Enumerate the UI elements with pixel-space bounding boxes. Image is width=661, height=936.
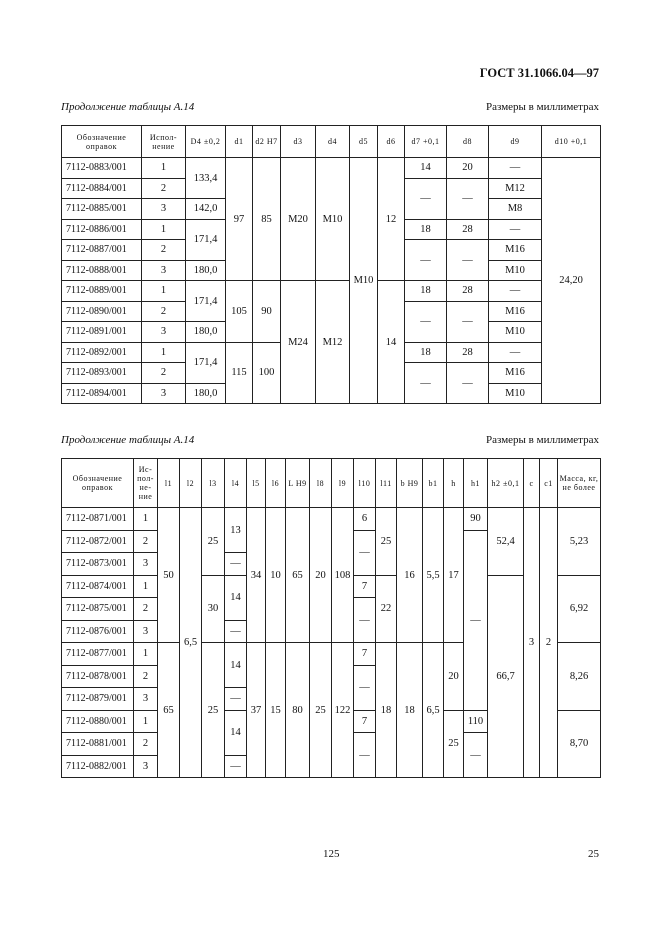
isp-cell: 1 [142, 158, 186, 179]
d6-cell: 14 [378, 281, 405, 404]
code-cell: 7112-0885/001 [62, 199, 142, 220]
code-cell: 7112-0874/001 [62, 575, 134, 598]
header-d8: d8 [447, 126, 489, 158]
d9-cell: M10 [489, 322, 542, 343]
d7-cell: 18 [405, 219, 447, 240]
d7-cell: 18 [405, 281, 447, 302]
header-l3: l3 [202, 459, 225, 508]
header-b1: b1 [423, 459, 444, 508]
d8-cell: 28 [447, 281, 489, 302]
code-cell: 7112-0892/001 [62, 342, 142, 363]
code-cell: 7112-0880/001 [62, 710, 134, 733]
isp-cell: 3 [142, 260, 186, 281]
d9-cell: M10 [489, 260, 542, 281]
l5-cell: 37 [247, 643, 266, 778]
header-h2: h2 ±0,1 [488, 459, 524, 508]
l11-cell: 22 [376, 575, 397, 643]
d7-cell: — [405, 240, 447, 281]
l11-cell: 18 [376, 643, 397, 778]
code-cell: 7112-0878/001 [62, 665, 134, 688]
code-cell: 7112-0894/001 [62, 383, 142, 404]
d1-cell: 105 [226, 281, 253, 343]
l1-cell: 65 [158, 643, 180, 778]
table2-header-row [62, 459, 601, 508]
d2-cell: 90 [253, 281, 281, 343]
page-number-right: 25 [588, 848, 599, 860]
d9-cell: M12 [489, 178, 542, 199]
l11-cell: 25 [376, 508, 397, 576]
l10-cell: 7 [354, 575, 376, 598]
l6-cell: 15 [266, 643, 286, 778]
l8-cell: 20 [310, 508, 332, 643]
D4-cell: 171,4 [186, 342, 226, 383]
code-cell: 7112-0872/001 [62, 530, 134, 553]
header-oboz: Обозначение оправок [62, 459, 134, 508]
code-cell: 7112-0886/001 [62, 219, 142, 240]
l4-cell: — [225, 620, 247, 643]
table2-caption: Продолжение таблицы А.14 [61, 434, 195, 446]
header-d10: d10 +0,1 [542, 126, 601, 158]
d7-cell: — [405, 363, 447, 404]
isp-cell: 2 [142, 301, 186, 322]
d8-cell: — [447, 301, 489, 342]
isp-cell: 1 [134, 643, 158, 666]
table-row [62, 508, 601, 531]
isp-cell: 2 [142, 240, 186, 261]
d9-cell: M16 [489, 301, 542, 322]
h1-cell: — [464, 530, 488, 710]
table2-units: Размеры в миллиметрах [486, 434, 599, 446]
code-cell: 7112-0889/001 [62, 281, 142, 302]
isp-cell: 3 [142, 383, 186, 404]
isp-cell: 2 [142, 178, 186, 199]
h-cell: 17 [444, 508, 464, 643]
code-cell: 7112-0882/001 [62, 755, 134, 778]
b1-cell: 6,5 [423, 643, 444, 778]
header-oboz: Обозначение оправок [62, 126, 142, 158]
L-cell: 80 [286, 643, 310, 778]
page-number-center: 125 [323, 848, 340, 860]
header-c: c [524, 459, 540, 508]
code-cell: 7112-0873/001 [62, 553, 134, 576]
b1-cell: 5,5 [423, 508, 444, 643]
isp-cell: 3 [134, 553, 158, 576]
l5-cell: 34 [247, 508, 266, 643]
d9-cell: M8 [489, 199, 542, 220]
h-cell: 25 [444, 710, 464, 778]
code-cell: 7112-0871/001 [62, 508, 134, 531]
l10-cell: 6 [354, 508, 376, 531]
header-L: L H9 [286, 459, 310, 508]
table1-caption: Продолжение таблицы А.14 [61, 101, 195, 113]
h1-cell: 90 [464, 508, 488, 531]
header-mass: Масса, кг, не более [558, 459, 601, 508]
d10-cell: 24,20 [542, 158, 601, 404]
mass-cell: 8,26 [558, 643, 601, 711]
code-cell: 7112-0888/001 [62, 260, 142, 281]
d8-cell: — [447, 240, 489, 281]
d3-cell: M24 [281, 281, 316, 404]
isp-cell: 3 [142, 199, 186, 220]
l4-cell: 14 [225, 575, 247, 620]
l10-cell: — [354, 733, 376, 778]
d9-cell: — [489, 219, 542, 240]
code-cell: 7112-0881/001 [62, 733, 134, 756]
d4-cell: M10 [316, 158, 350, 281]
l3-cell: 30 [202, 575, 225, 643]
standard-number: ГОСТ 31.1066.04—97 [479, 66, 599, 80]
isp-cell: 1 [134, 710, 158, 733]
isp-cell: 1 [134, 508, 158, 531]
isp-cell: 2 [134, 733, 158, 756]
d7-cell: 14 [405, 158, 447, 179]
code-cell: 7112-0875/001 [62, 598, 134, 621]
header-d6: d6 [378, 126, 405, 158]
l9-cell: 122 [332, 643, 354, 778]
d1-cell: 97 [226, 158, 253, 281]
l1-cell: 50 [158, 508, 180, 643]
h1-cell: 110 [464, 710, 488, 733]
header-d2: d2 H7 [253, 126, 281, 158]
l9-cell: 108 [332, 508, 354, 643]
header-l6: l6 [266, 459, 286, 508]
code-cell: 7112-0876/001 [62, 620, 134, 643]
D4-cell: 180,0 [186, 260, 226, 281]
D4-cell: 133,4 [186, 158, 226, 199]
code-cell: 7112-0884/001 [62, 178, 142, 199]
header-h: h [444, 459, 464, 508]
l2-cell: 6,5 [180, 508, 202, 778]
l10-cell: 7 [354, 710, 376, 733]
d7-cell: — [405, 301, 447, 342]
d8-cell: — [447, 178, 489, 219]
header-l4: l4 [225, 459, 247, 508]
c-cell: 3 [524, 508, 540, 778]
isp-cell: 1 [134, 575, 158, 598]
d7-cell: 18 [405, 342, 447, 363]
header-l10: l10 [354, 459, 376, 508]
l10-cell: — [354, 598, 376, 643]
l4-cell: — [225, 553, 247, 576]
code-cell: 7112-0877/001 [62, 643, 134, 666]
isp-cell: 2 [142, 363, 186, 384]
l4-cell: 14 [225, 643, 247, 688]
l4-cell: — [225, 755, 247, 778]
header-d9: d9 [489, 126, 542, 158]
l4-cell: — [225, 688, 247, 711]
l10-cell: — [354, 665, 376, 710]
code-cell: 7112-0887/001 [62, 240, 142, 261]
header-l2: l2 [180, 459, 202, 508]
d8-cell: 28 [447, 219, 489, 240]
header-d1: d1 [226, 126, 253, 158]
header-isp: Испол-нение [142, 126, 186, 158]
c1-cell: 2 [540, 508, 558, 778]
D4-cell: 180,0 [186, 383, 226, 404]
l10-cell: — [354, 530, 376, 575]
header-l1: l1 [158, 459, 180, 508]
d9-cell: — [489, 158, 542, 179]
code-cell: 7112-0893/001 [62, 363, 142, 384]
isp-cell: 3 [134, 688, 158, 711]
l4-cell: 14 [225, 710, 247, 755]
header-d5: d5 [350, 126, 378, 158]
d8-cell: 28 [447, 342, 489, 363]
code-cell: 7112-0883/001 [62, 158, 142, 179]
d1-cell: 115 [226, 342, 253, 404]
d9-cell: M10 [489, 383, 542, 404]
isp-cell: 1 [142, 219, 186, 240]
table2 [61, 458, 601, 778]
d8-cell: — [447, 363, 489, 404]
b-cell: 18 [397, 643, 423, 778]
isp-cell: 1 [142, 342, 186, 363]
d3-cell: M20 [281, 158, 316, 281]
code-cell: 7112-0891/001 [62, 322, 142, 343]
d9-cell: M16 [489, 363, 542, 384]
L-cell: 65 [286, 508, 310, 643]
D4-cell: 142,0 [186, 199, 226, 220]
l3-cell: 25 [202, 508, 225, 576]
d7-cell: — [405, 178, 447, 219]
header-d4: d4 [316, 126, 350, 158]
header-h1: h1 [464, 459, 488, 508]
l4-cell: 13 [225, 508, 247, 553]
D4-cell: 171,4 [186, 281, 226, 322]
isp-cell: 2 [134, 665, 158, 688]
header-d7: d7 +0,1 [405, 126, 447, 158]
isp-cell: 1 [142, 281, 186, 302]
table1-header-row [62, 126, 601, 158]
header-l5: l5 [247, 459, 266, 508]
isp-cell: 2 [134, 530, 158, 553]
l8-cell: 25 [310, 643, 332, 778]
header-b: b H9 [397, 459, 423, 508]
h2-cell: 66,7 [488, 575, 524, 778]
d2-cell: 100 [253, 342, 281, 404]
table1-units: Размеры в миллиметрах [486, 101, 599, 113]
d8-cell: 20 [447, 158, 489, 179]
isp-cell: 3 [134, 755, 158, 778]
d9-cell: — [489, 342, 542, 363]
isp-cell: 3 [134, 620, 158, 643]
header-D4: D4 ±0,2 [186, 126, 226, 158]
header-l8: l8 [310, 459, 332, 508]
mass-cell: 8,70 [558, 710, 601, 778]
d4-cell: M12 [316, 281, 350, 404]
isp-cell: 2 [134, 598, 158, 621]
header-l9: l9 [332, 459, 354, 508]
table-row [62, 158, 601, 179]
b-cell: 16 [397, 508, 423, 643]
h1-cell: — [464, 733, 488, 778]
l10-cell: 7 [354, 643, 376, 666]
d9-cell: — [489, 281, 542, 302]
l3-cell: 25 [202, 643, 225, 778]
header-d3: d3 [281, 126, 316, 158]
h2-cell: 52,4 [488, 508, 524, 576]
D4-cell: 171,4 [186, 219, 226, 260]
header-l11: l11 [376, 459, 397, 508]
code-cell: 7112-0890/001 [62, 301, 142, 322]
table1 [61, 125, 601, 404]
d5-cell: M10 [350, 158, 378, 404]
d6-cell: 12 [378, 158, 405, 281]
mass-cell: 6,92 [558, 575, 601, 643]
d2-cell: 85 [253, 158, 281, 281]
table-row [62, 281, 601, 302]
isp-cell: 3 [142, 322, 186, 343]
code-cell: 7112-0879/001 [62, 688, 134, 711]
d9-cell: M16 [489, 240, 542, 261]
header-isp: Ис-пол-не-ние [134, 459, 158, 508]
D4-cell: 180,0 [186, 322, 226, 343]
mass-cell: 5,23 [558, 508, 601, 576]
h-cell: 20 [444, 643, 464, 711]
header-c1: c1 [540, 459, 558, 508]
l6-cell: 10 [266, 508, 286, 643]
